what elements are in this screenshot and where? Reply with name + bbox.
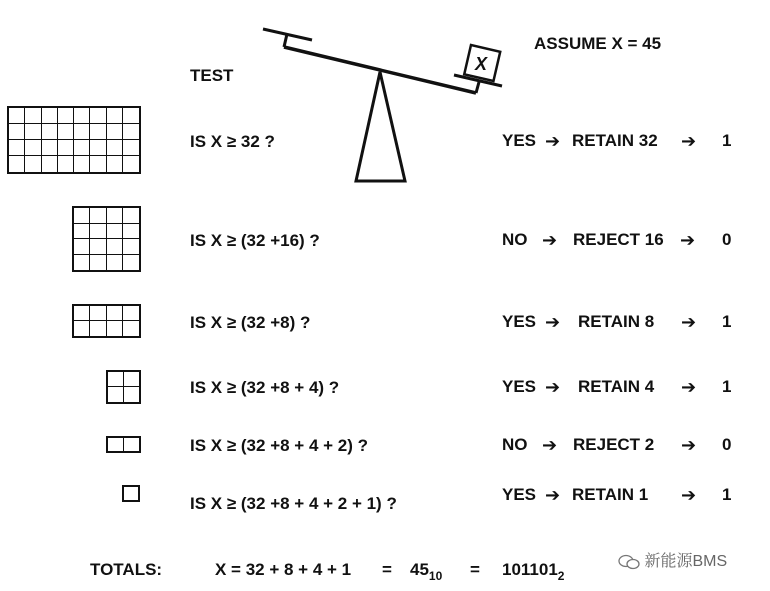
decimal-value: 45	[410, 560, 429, 579]
bit-row-2: 0	[722, 230, 732, 249]
arrow-icon: ➔	[681, 131, 697, 151]
decision-row-3: YES	[502, 312, 537, 331]
question-row-1: IS X ≥ 32 ?	[190, 132, 275, 151]
blocks-4	[106, 370, 141, 404]
decision-row-2: NO	[502, 230, 528, 249]
block-cell	[123, 255, 139, 271]
left-pan-hanger	[284, 34, 287, 47]
block-cell	[74, 124, 90, 140]
block-cell	[9, 108, 25, 124]
arrow-icon: ➔	[542, 230, 558, 250]
block-cell	[42, 156, 58, 172]
block-cell	[123, 108, 139, 124]
block-cell	[107, 321, 123, 336]
decision-row-4: YES	[502, 377, 537, 396]
block-cell	[90, 306, 106, 321]
block-cell	[74, 239, 90, 255]
block-cell	[108, 387, 124, 402]
block-cell	[9, 140, 25, 156]
block-cell	[90, 208, 106, 224]
block-cell	[108, 372, 124, 387]
watermark-text: 新能源BMS	[644, 553, 728, 570]
equals-sign: =	[382, 560, 392, 579]
blocks-2	[106, 436, 141, 453]
equals-sign: =	[470, 560, 480, 579]
block-cell	[42, 124, 58, 140]
block-cell	[107, 255, 123, 271]
block-cell	[25, 108, 41, 124]
unknown-weight-label: X	[475, 54, 488, 74]
arrow-icon: ➔	[545, 312, 561, 332]
block-cell	[74, 224, 90, 240]
arrow-icon: ➔	[681, 377, 697, 397]
block-cell	[74, 140, 90, 156]
bit-row-6: 1	[722, 485, 732, 504]
block-cell	[74, 306, 90, 321]
block-cell	[107, 224, 123, 240]
decision-row-6: YES	[502, 485, 537, 504]
block-cell	[90, 321, 106, 336]
assumption-label: ASSUME X = 45	[534, 34, 662, 53]
block-cell	[25, 140, 41, 156]
action-row-2: REJECT 16	[573, 230, 664, 249]
block-cell	[9, 124, 25, 140]
blocks-8	[72, 304, 141, 338]
arrow-icon: ➔	[681, 312, 697, 332]
block-cell	[90, 224, 106, 240]
block-cell	[123, 239, 139, 255]
block-cell	[90, 255, 106, 271]
block-cell	[74, 208, 90, 224]
block-cell	[123, 224, 139, 240]
right-pan-hanger	[476, 82, 479, 93]
block-cell	[123, 321, 139, 336]
block-cell	[123, 156, 139, 172]
block-cell	[25, 124, 41, 140]
decision-row-1: YES	[502, 131, 537, 150]
block-cell	[42, 108, 58, 124]
block-cell	[90, 239, 106, 255]
block-cell	[107, 140, 123, 156]
block-cell	[74, 156, 90, 172]
wechat-icon	[618, 554, 640, 570]
arrow-icon: ➔	[545, 131, 561, 151]
arrow-icon: ➔	[545, 377, 561, 397]
block-cell	[58, 124, 74, 140]
block-cell	[74, 321, 90, 336]
block-cell	[107, 156, 123, 172]
block-cell	[74, 108, 90, 124]
arrow-icon: ➔	[542, 435, 558, 455]
question-row-3: IS X ≥ (32 +8) ?	[190, 313, 311, 332]
binary-value: 101101	[502, 560, 558, 579]
question-row-5: IS X ≥ (32 +8 + 4 + 2) ?	[190, 436, 369, 455]
block-cell	[123, 306, 139, 321]
arrow-icon: ➔	[680, 230, 696, 250]
action-row-3: RETAIN 8	[578, 312, 655, 331]
block-cell	[107, 108, 123, 124]
block-cell	[124, 387, 140, 402]
block-cell	[58, 156, 74, 172]
fulcrum	[356, 72, 405, 181]
decimal-result	[410, 560, 443, 583]
binary-result	[502, 560, 565, 583]
block-cell	[124, 438, 140, 451]
blocks-1	[122, 485, 140, 502]
bit-row-5: 0	[722, 435, 732, 454]
block-cell	[58, 108, 74, 124]
block-cell	[107, 306, 123, 321]
action-row-6: RETAIN 1	[572, 485, 649, 504]
decimal-base: 10	[428, 569, 443, 583]
bit-row-1: 1	[722, 131, 732, 150]
block-cell	[25, 156, 41, 172]
arrow-icon: ➔	[681, 435, 697, 455]
block-cell	[107, 239, 123, 255]
block-cell	[90, 108, 106, 124]
block-cell	[74, 255, 90, 271]
action-row-4: RETAIN 4	[578, 377, 655, 396]
totals-label: TOTALS:	[90, 560, 163, 579]
blocks-16	[72, 206, 141, 272]
block-cell	[124, 487, 138, 500]
bit-row-4: 1	[722, 377, 732, 396]
binary-base: 2	[557, 569, 565, 583]
bit-row-3: 1	[722, 312, 732, 331]
arrow-icon: ➔	[681, 485, 697, 505]
action-row-5: REJECT 2	[573, 435, 655, 454]
block-cell	[90, 140, 106, 156]
action-row-1: RETAIN 32	[572, 131, 658, 150]
totals-sum: X = 32 + 8 + 4 + 1	[215, 560, 352, 579]
block-cell	[107, 208, 123, 224]
blocks-32	[7, 106, 141, 174]
block-cell	[58, 140, 74, 156]
block-cell	[9, 156, 25, 172]
decision-row-5: NO	[502, 435, 528, 454]
block-cell	[42, 140, 58, 156]
test-heading: TEST	[190, 66, 234, 85]
block-cell	[90, 156, 106, 172]
block-cell	[108, 438, 124, 451]
question-row-6: IS X ≥ (32 +8 + 4 + 2 + 1) ?	[190, 494, 397, 513]
arrow-icon: ➔	[545, 485, 561, 505]
block-cell	[107, 124, 123, 140]
question-row-2: IS X ≥ (32 +16) ?	[190, 231, 320, 250]
block-cell	[90, 124, 106, 140]
question-row-4: IS X ≥ (32 +8 + 4) ?	[190, 378, 340, 397]
watermark	[618, 548, 727, 571]
block-cell	[123, 124, 139, 140]
block-cell	[123, 140, 139, 156]
block-cell	[124, 372, 140, 387]
block-cell	[123, 208, 139, 224]
